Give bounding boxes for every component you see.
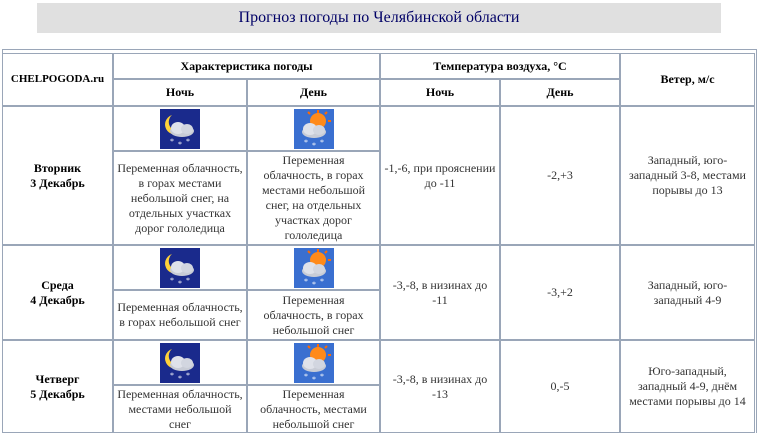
day-cell	[2, 106, 113, 245]
temp-night-header: Ночь	[380, 79, 500, 106]
temp-day: 0,-5	[500, 340, 620, 433]
sun-cloud-snow-icon	[294, 109, 334, 149]
date: 4 Декабрь	[30, 292, 85, 307]
weather-night-header: Ночь	[113, 79, 247, 106]
night-icon-cell	[113, 106, 247, 151]
day-description: Переменная облачность, местами небольшой снег	[247, 385, 380, 433]
date: 3 Декабрь	[30, 175, 85, 190]
temp-day: -2,+3	[500, 106, 620, 245]
moon-cloud-snow-icon	[160, 343, 200, 383]
wind-header: Ветер, м/с	[620, 53, 755, 106]
sun-cloud-snow-icon	[294, 343, 334, 383]
weekday: Среда	[41, 277, 74, 292]
temp-night: -3,-8, в низинах до -11	[380, 245, 500, 340]
temp-night: -1,-6, при прояснении до -11	[380, 106, 500, 245]
wind-value: Западный, юго-западный 3-8, местами порывы до 13	[620, 106, 755, 245]
night-description: Переменная облачность, в горах местами небольшой снег, на отдельных участках дорог гололедица	[113, 151, 247, 245]
day-icon-cell	[247, 340, 380, 385]
weekday: Вторник	[33, 160, 82, 175]
weekday: Четверг	[35, 371, 80, 386]
day-icon-cell	[247, 245, 380, 290]
sun-cloud-snow-icon	[294, 248, 334, 288]
night-icon-cell	[113, 245, 247, 290]
site-brand[interactable]: CHELPOGODA.ru	[2, 53, 113, 106]
temp-night: -3,-8, в низинах до -13	[380, 340, 500, 433]
temp-day: -3,+2	[500, 245, 620, 340]
weather-day-header: День	[247, 79, 380, 106]
day-cell	[2, 340, 113, 433]
date: 5 Декабрь	[30, 386, 85, 401]
day-cell	[2, 245, 113, 340]
day-icon-cell	[247, 106, 380, 151]
night-icon-cell	[113, 340, 247, 385]
moon-cloud-snow-icon	[160, 248, 200, 288]
temperature-header: Температура воздуха, °С	[380, 53, 620, 79]
weather-header: Характеристика погоды	[113, 53, 380, 79]
page-title: Прогноз погоды по Челябинской области	[37, 3, 721, 33]
moon-cloud-snow-icon	[160, 109, 200, 149]
day-description: Переменная облачность, в горах местами небольшой снег, на отдельных участках дорог гололедица	[247, 151, 380, 245]
wind-value: Западный, юго-западный 4-9	[620, 245, 755, 340]
night-description: Переменная облачность, местами небольшой снег	[113, 385, 247, 433]
day-description: Переменная облачность, в горах небольшой снег	[247, 290, 380, 340]
night-description: Переменная облачность, в горах небольшой снег	[113, 290, 247, 340]
temp-day-header: День	[500, 79, 620, 106]
wind-value: Юго-западный, западный 4-9, днём местами порывы до 14	[620, 340, 755, 433]
